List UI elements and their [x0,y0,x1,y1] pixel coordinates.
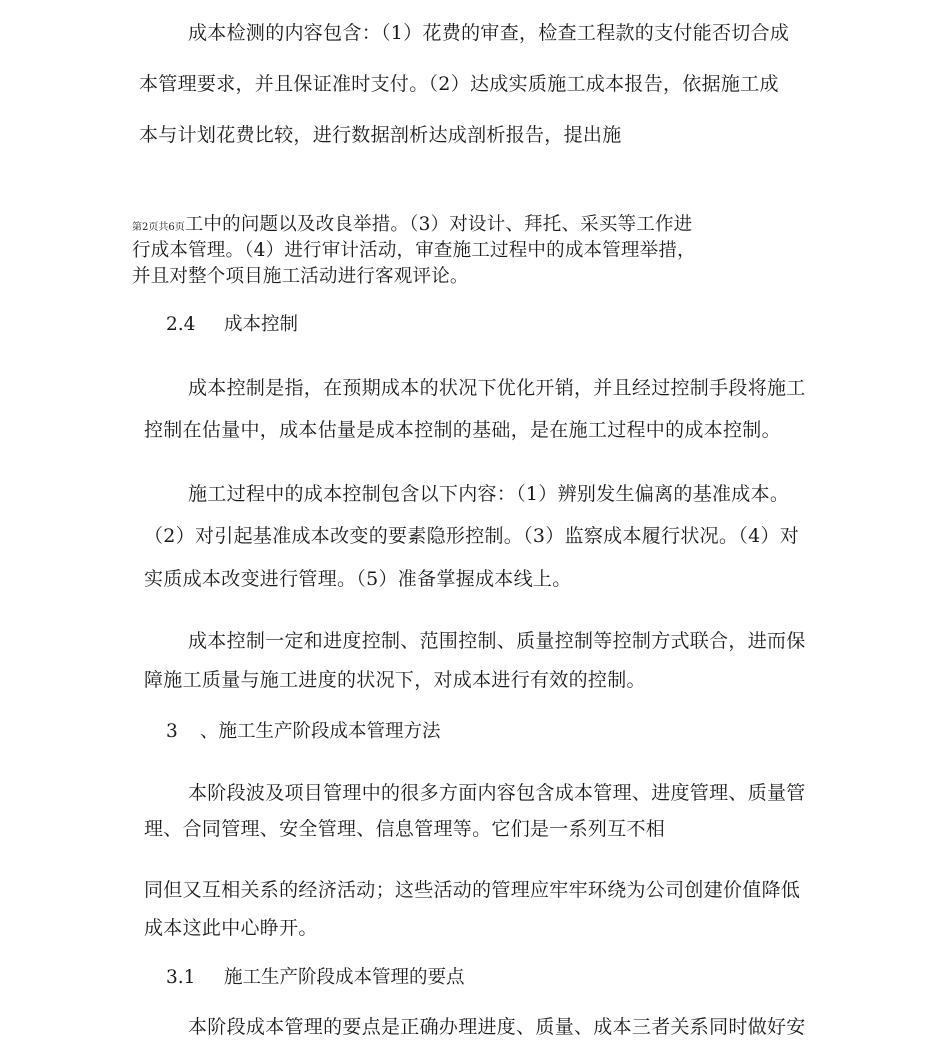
section-number: 3 [166,721,178,742]
section-title: 成本控制 [224,314,299,335]
section-title: 、施工生产阶段成本管理方法 [200,721,441,742]
para2-line3: 并且对整个项目施工活动进行客观评论。 [132,266,469,287]
para6-line3: 同但又互相关系的经济活动；这些活动的管理应牢牢环绕为公司创建价值降低 [144,879,801,901]
para1-line3: 本与计划花费比较，进行数据剖析达成剖析报告，提出施 [139,124,622,146]
para4-line1: 施工过程中的成本控制包含以下内容：（1）辨别发生偏离的基准成本。 [188,483,790,505]
para1-line2: 本管理要求，并且保证准时支付。（2）达成实质施工成本报告，依据施工成 [139,73,779,95]
section-heading-3-1 [166,966,465,990]
para4-line3: 实质成本改变进行管理。（5）准备掌握成本线上。 [144,568,572,590]
para2-line1-text: 工中的问题以及改良举措。（3）对设计、拜托、采买等工作进 [184,214,693,235]
para2-line1 [132,213,692,240]
para6-line2: 理、合同管理、安全管理、信息管理等。它们是一系列互不相 [144,818,666,840]
section-heading-2-4 [166,313,298,337]
para6-line4: 成本这此中心睁开。 [144,917,318,939]
para3-line1: 成本控制是指，在预期成本的状况下优化开销，并且经过控制手段将施工 [188,377,806,399]
section-heading-3 [166,720,441,744]
section-title: 施工生产阶段成本管理的要点 [224,967,465,988]
para4-line2: （2）对引起基准成本改变的要素隐形控制。（3）监察成本履行状况。（4）对 [144,525,800,547]
para7-line1: 本阶段成本管理的要点是正确办理进度、质量、成本三者关系同时做好安 [188,1016,806,1038]
section-number: 3.1 [166,967,196,988]
para6-line1: 本阶段波及项目管理中的很多方面内容包含成本管理、进度管理、质量管 [188,782,806,804]
para1-line1: 成本检测的内容包含：（1）花费的审查，检查工程款的支付能否切合成 [188,22,790,44]
para5-line2: 障施工质量与施工进度的状况下，对成本进行有效的控制。 [144,669,646,691]
section-number: 2.4 [166,314,196,335]
page-number-footer: 第2页共6页 [132,222,185,233]
para2-line2: 行成本管理。（4）进行审计活动，审查施工过程中的成本管理举措， [132,240,696,261]
para3-line2: 控制在估量中，成本估量是成本控制的基础，是在施工过程中的成本控制。 [144,419,781,441]
para5-line1: 成本控制一定和进度控制、范围控制、质量控制等控制方式联合，进而保 [188,630,806,652]
